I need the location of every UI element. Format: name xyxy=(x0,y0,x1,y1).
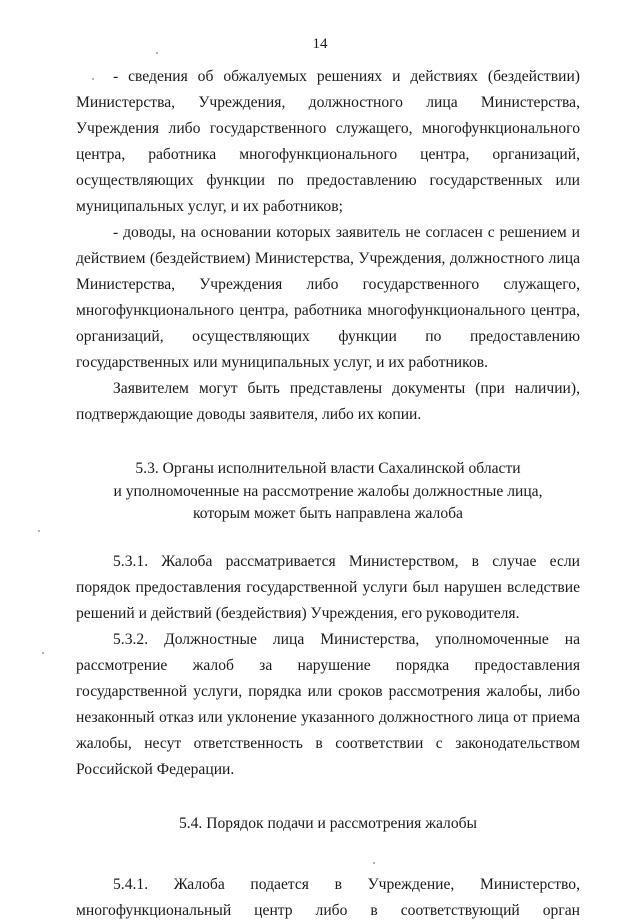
section-heading-5-3 xyxy=(76,458,580,526)
paragraph-supporting-documents: Заявителем могут быть представлены документы (при наличии), подтверждающие доводы заявителя, либо их копии. xyxy=(76,380,580,423)
page-number: 14 xyxy=(312,36,328,52)
paragraph-complaint-info: - сведения об обжалуемых решениях и действиях (бездействии) Министерства, Учреждения, должностного лица Министерства, Учреждения либо государственного служащего, многофункционального центра, работника многофункционального центра, организаций, осуществляющих функции по предоставлению государственных или муниципальных услуг, и их работников; xyxy=(76,68,580,215)
scan-speck xyxy=(38,530,40,532)
paragraph-5-3-2: 5.3.2. Должностные лица Министерства, уполномоченные на рассмотрение жалоб за нарушение порядка предоставления государственной услуги, порядка или сроков рассмотрения жалобы, либо незаконный отказ или уклонение указанного должностного лица от приема жалобы, несут ответственность в соответствии с законодательством Российской Федерации. xyxy=(76,630,580,778)
scan-speck xyxy=(373,862,375,864)
paragraph-5-3-1: 5.3.1. Жалоба рассматривается Министерством, в случае если порядок предоставления государственной услуги был нарушен вследствие решений и действий (бездействия) Учреждения, его руководителя. xyxy=(76,552,580,622)
heading-line: и уполномоченные на рассмотрение жалобы должностные лица, xyxy=(113,482,543,500)
section-heading-5-4: 5.4. Порядок подачи и рассмотрения жалобы xyxy=(178,814,478,832)
page-content xyxy=(76,64,580,924)
paragraph-complaint-arguments: - доводы, на основании которых заявитель не согласен с решением и действием (бездействием) Министерства, Учреждения, должностного лица Министерства, Учреждения либо государственного служащего, многофункционального центра, работника многофункционального центра, организаций, осуществляющих функции по предоставлению государственных или муниципальных услуг, и их работников. xyxy=(76,224,580,371)
paragraph-5-4-1: 5.4.1. Жалоба подается в Учреждение, Министерство, многофункциональный центр либо в соответствующий орган xyxy=(76,876,580,919)
scan-speck xyxy=(92,78,94,80)
heading-line: 5.3. Органы исполнительной власти Сахалинской области xyxy=(135,460,521,477)
scan-speck xyxy=(42,652,44,654)
heading-line: которым может быть направлена жалоба xyxy=(193,505,463,522)
scan-speck xyxy=(156,52,158,54)
